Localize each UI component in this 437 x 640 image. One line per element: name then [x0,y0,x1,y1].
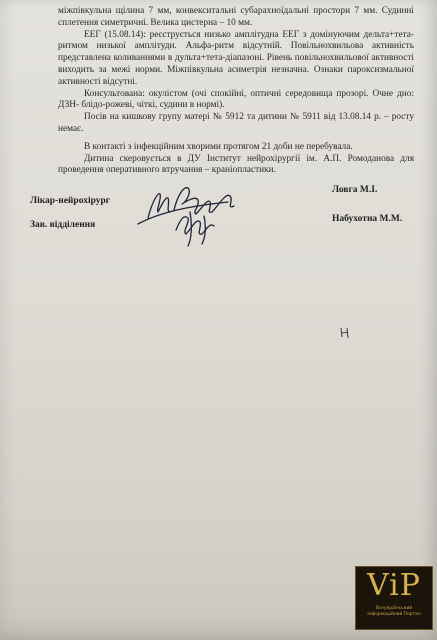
paragraph-consultation: Консультована: окулістом (очі спокійні, оптичні середовища прозорі. Очне дно: ДЗН- блідо-рожеві, чіткі, судини в нормі). [58,88,414,111]
signature-role-surgeon: Лікар-нейрохірург [30,196,111,206]
paragraph-ultrasound: міжпівкульна щілина 7 мм, конвекситальні субарахноїдальні простори 7 мм. Судинні сплетення симетричні. Велика цистерна – 10 мм. [58,6,414,28]
paragraph-culture-test: Посів на кишкову групу матері № 5912 та дитини № 5911 від 13.08.14 р. – росту немає. [58,112,414,134]
medical-report-text [58,6,414,177]
handwritten-signature [130,172,250,250]
paragraph-referral: Дитина скеровується в ДУ Інститут нейрохірургії ім. А.П. Ромоданова для проведення оперативного втручання – краніопластики. [58,153,414,176]
ink-mark [338,326,352,340]
signature-name-surgeon: Ловга М.І. [332,185,378,195]
signature-role-head: Зав. відділення [30,220,96,230]
vip-watermark-logo [355,566,433,630]
vip-logo-subtitle: Всеукраїнський Інформаційний Портал [367,606,421,617]
signature-name-head: Набухотна М.М. [332,214,403,224]
paragraph-infection-contact: В контакті з інфекційним хворими протягом 21 доби не перебувала. [84,141,353,152]
paragraph-eeg: ЕЕГ (15.08.14): реєструється низько амплітудна ЕЕГ з домінуючим дельта+тета-ритмом низької амплітуди. Альфа-ритм відсутній. Повільнохвильова активність представлена коливаннями в дульта+тета-діапазоні. Рівень повільнохвильової активності виходить за межі норми. Міжпівкульна асиметрія незначна. Ознаки пароксизмальної активності відсутні. [58,29,414,87]
vip-logo-text: ViP [367,568,421,603]
